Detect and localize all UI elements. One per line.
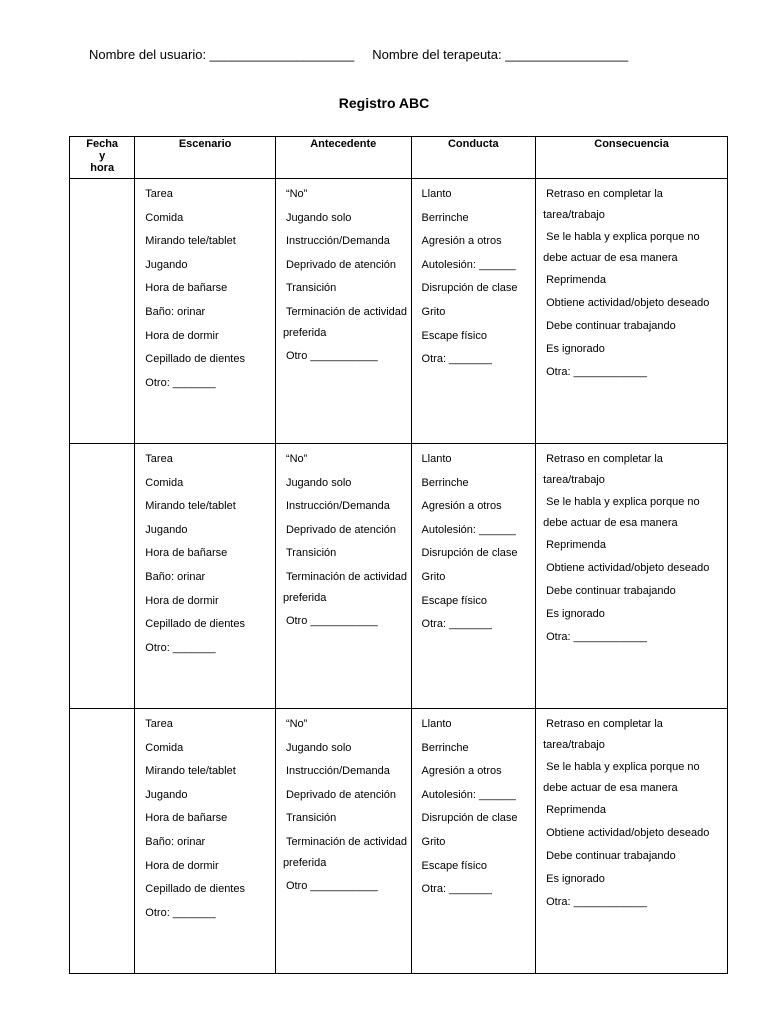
checkbox-option[interactable]	[419, 785, 533, 806]
checkbox-option[interactable]	[142, 326, 272, 347]
checkbox-option[interactable]	[543, 362, 724, 383]
checkbox-option[interactable]	[142, 785, 272, 806]
option-label: Otro: _______	[145, 906, 216, 919]
option-label: Es ignorado	[546, 343, 605, 355]
option-label: Disrupción de clase	[421, 282, 518, 295]
checkbox-option[interactable]	[142, 349, 272, 370]
option-label: Cepillado de dientes	[145, 353, 245, 366]
option-label: Escape físico	[421, 859, 487, 872]
option-label: Otra: ____________	[546, 896, 648, 908]
checkbox-option[interactable]	[142, 184, 272, 205]
option-label: Autolesión: ______	[421, 523, 516, 536]
option-label: Deprivado de atención	[285, 258, 397, 271]
option-label: Otra: _______	[421, 353, 492, 366]
checkbox-option[interactable]	[142, 832, 272, 853]
option-label: Es ignorado	[546, 608, 605, 620]
checkbox-option[interactable]	[283, 184, 408, 205]
checkbox-option[interactable]	[142, 449, 272, 470]
column-header-label: Escenario	[178, 138, 232, 150]
option-label: Instrucción/Demanda	[285, 765, 390, 778]
escenario-cell	[135, 444, 276, 709]
option-label: Mirando tele/tablet	[145, 235, 236, 248]
checkbox-option[interactable]	[419, 543, 533, 564]
option-label: Hora de dormir	[145, 859, 219, 872]
checkbox-option[interactable]	[543, 800, 724, 821]
option-label: Mirando tele/tablet	[145, 500, 236, 513]
option-label: Transición	[285, 547, 337, 560]
checkbox-option[interactable]	[543, 535, 724, 556]
option-label: Se le habla y explica porque no debe actuar de esa manera	[543, 496, 700, 529]
option-label: Jugando	[145, 523, 188, 536]
escenario-cell	[135, 709, 276, 974]
option-label: Baño: orinar	[145, 570, 206, 583]
consecuencia-options	[536, 444, 727, 648]
option-label: Se le habla y explica porque no debe actuar de esa manera	[543, 761, 700, 794]
consecuencia-cell	[536, 709, 728, 974]
option-label: Transición	[285, 812, 337, 825]
checkbox-option[interactable]	[419, 808, 533, 829]
option-label: Disrupción de clase	[421, 812, 518, 825]
option-label: Otro: _______	[145, 376, 216, 389]
option-label: “No”	[285, 718, 308, 730]
checkbox-option[interactable]	[283, 278, 408, 299]
option-label: Terminación de actividad preferida	[282, 570, 408, 604]
checkbox-option[interactable]	[419, 591, 533, 612]
option-label: “No”	[285, 453, 308, 465]
column-header-label: Antecedente	[310, 138, 377, 150]
fecha-hora-cell[interactable]	[70, 179, 135, 444]
checkbox-option[interactable]	[419, 614, 533, 635]
option-label: Otra: ____________	[546, 366, 648, 378]
abc-record-table	[69, 136, 728, 974]
option-label: Terminación de actividad preferida	[282, 835, 408, 869]
option-label: Escape físico	[421, 329, 487, 342]
therapist-name-field: Nombre del terapeuta: _________________	[372, 47, 629, 62]
option-label: Cepillado de dientes	[145, 883, 245, 896]
column-header-fecha	[70, 137, 135, 179]
checkbox-option[interactable]	[419, 856, 533, 877]
checkbox-option[interactable]	[419, 520, 533, 541]
checkbox-option[interactable]	[419, 255, 533, 276]
option-label: Debe continuar trabajando	[546, 585, 676, 597]
checkbox-option[interactable]	[283, 785, 408, 806]
option-label: Otro ___________	[285, 349, 378, 362]
option-label: Otro ___________	[285, 879, 378, 892]
column-header-escenario	[135, 137, 276, 179]
option-label: Agresión a otros	[421, 500, 502, 513]
option-label: Reprimenda	[546, 804, 607, 816]
checkbox-option[interactable]	[142, 543, 272, 564]
checkbox-option[interactable]	[283, 208, 408, 229]
checkbox-option[interactable]	[283, 714, 408, 735]
checkbox-option[interactable]	[543, 293, 724, 314]
antecedente-options	[276, 444, 411, 632]
column-header-label: Consecuencia	[594, 138, 669, 150]
checkbox-option[interactable]	[142, 591, 272, 612]
option-label: Obtiene actividad/objeto deseado	[546, 297, 710, 309]
option-label: Autolesión: ______	[421, 258, 516, 271]
checkbox-option[interactable]	[543, 339, 724, 360]
option-label: Berrinche	[421, 211, 469, 224]
checkbox-option[interactable]	[283, 520, 408, 541]
conducta-cell	[411, 444, 536, 709]
option-label: Reprimenda	[546, 539, 607, 551]
checkbox-option[interactable]	[543, 869, 724, 890]
option-label: Hora de dormir	[145, 329, 219, 342]
option-label: Comida	[145, 741, 184, 754]
option-label: Reprimenda	[546, 274, 607, 286]
checkbox-option[interactable]	[142, 714, 272, 735]
escenario-cell	[135, 179, 276, 444]
option-label: Comida	[145, 211, 184, 224]
option-label: Grito	[421, 570, 446, 583]
checkbox-option[interactable]	[543, 449, 724, 490]
option-label: Transición	[285, 282, 337, 295]
checkbox-option[interactable]	[419, 449, 533, 470]
option-label: Jugando	[145, 258, 188, 271]
checkbox-option[interactable]	[419, 208, 533, 229]
option-label: Debe continuar trabajando	[546, 320, 676, 332]
checkbox-option[interactable]	[419, 349, 533, 370]
checkbox-option[interactable]	[419, 761, 533, 782]
checkbox-option[interactable]	[283, 832, 408, 873]
antecedente-cell	[275, 444, 411, 709]
checkbox-option[interactable]	[142, 567, 272, 588]
option-label: Se le habla y explica porque no debe actuar de esa manera	[543, 231, 700, 264]
option-label: Hora de bañarse	[145, 812, 228, 825]
checkbox-option[interactable]	[543, 604, 724, 625]
conducta-cell	[411, 179, 536, 444]
checkbox-option[interactable]	[419, 714, 533, 735]
checkbox-option[interactable]	[283, 346, 408, 367]
antecedente-cell	[275, 709, 411, 974]
option-label: Otro: _______	[145, 641, 216, 654]
option-label: Retraso en completar la tarea/trabajo	[543, 453, 663, 486]
option-label: Obtiene actividad/objeto deseado	[546, 827, 710, 839]
checkbox-option[interactable]	[142, 738, 272, 759]
option-label: Deprivado de atención	[285, 788, 397, 801]
checkbox-option[interactable]	[142, 638, 272, 659]
consecuencia-cell	[536, 179, 728, 444]
option-label: Berrinche	[421, 741, 469, 754]
conducta-cell	[411, 709, 536, 974]
option-label: Escape físico	[421, 594, 487, 607]
option-label: Llanto	[421, 453, 452, 465]
option-label: Obtiene actividad/objeto deseado	[546, 562, 710, 574]
checkbox-option[interactable]	[142, 473, 272, 494]
checkbox-option[interactable]	[283, 231, 408, 252]
checkbox-option[interactable]	[543, 823, 724, 844]
antecedente-options	[276, 179, 411, 367]
checkbox-option[interactable]	[543, 558, 724, 579]
option-label: Jugando	[145, 788, 188, 801]
option-label: Jugando solo	[285, 476, 352, 489]
checkbox-option[interactable]	[543, 714, 724, 755]
option-label: Debe continuar trabajando	[546, 850, 676, 862]
user-name-field: Nombre del usuario: ____________________	[89, 47, 355, 62]
option-label: Hora de dormir	[145, 594, 219, 607]
option-label: Mirando tele/tablet	[145, 765, 236, 778]
option-label: Jugando solo	[285, 741, 352, 754]
option-label: Jugando solo	[285, 211, 352, 224]
option-label: Hora de bañarse	[145, 282, 228, 295]
option-label: Berrinche	[421, 476, 469, 489]
antecedente-cell	[275, 179, 411, 444]
checkbox-option[interactable]	[142, 520, 272, 541]
conducta-options	[412, 179, 536, 370]
checkbox-option[interactable]	[142, 903, 272, 924]
escenario-options	[135, 709, 275, 924]
checkbox-option[interactable]	[142, 496, 272, 517]
option-label: Baño: orinar	[145, 835, 206, 848]
option-label: “No”	[285, 188, 308, 200]
checkbox-option[interactable]	[419, 567, 533, 588]
table-row	[70, 444, 728, 709]
option-label: Instrucción/Demanda	[285, 235, 390, 248]
checkbox-option[interactable]	[419, 184, 533, 205]
option-label: Instrucción/Demanda	[285, 500, 390, 513]
checkbox-option[interactable]	[283, 738, 408, 759]
option-label: Retraso en completar la tarea/trabajo	[543, 718, 663, 751]
checkbox-option[interactable]	[543, 757, 724, 798]
option-label: Terminación de actividad preferida	[282, 305, 408, 339]
option-label: Agresión a otros	[421, 765, 502, 778]
checkbox-option[interactable]	[543, 846, 724, 867]
option-label: Llanto	[421, 718, 452, 730]
option-label: Otra: ____________	[546, 631, 648, 643]
option-label: Comida	[145, 476, 184, 489]
checkbox-option[interactable]	[283, 761, 408, 782]
checkbox-option[interactable]	[543, 581, 724, 602]
checkbox-option[interactable]	[543, 627, 724, 648]
option-label: Es ignorado	[546, 873, 605, 885]
option-label: Hora de bañarse	[145, 547, 228, 560]
checkbox-option[interactable]	[419, 302, 533, 323]
checkbox-option[interactable]	[142, 231, 272, 252]
option-label: Baño: orinar	[145, 305, 206, 318]
checkbox-option[interactable]	[142, 808, 272, 829]
checkbox-option[interactable]	[283, 255, 408, 276]
column-header-antecedente	[275, 137, 411, 179]
option-label: Otro ___________	[285, 614, 378, 627]
checkbox-option[interactable]	[543, 184, 724, 225]
checkbox-option[interactable]	[419, 231, 533, 252]
checkbox-option[interactable]	[543, 227, 724, 268]
checkbox-option[interactable]	[419, 832, 533, 853]
option-label: Grito	[421, 835, 446, 848]
option-label: Retraso en completar la tarea/trabajo	[543, 188, 663, 221]
checkbox-option[interactable]	[543, 492, 724, 533]
checkbox-option[interactable]	[283, 473, 408, 494]
option-label: Tarea	[145, 718, 173, 730]
checkbox-option[interactable]	[142, 614, 272, 635]
consecuencia-options	[536, 179, 727, 383]
checkbox-option[interactable]	[543, 316, 724, 337]
checkbox-option[interactable]	[543, 892, 724, 913]
column-header-consecuencia	[536, 137, 728, 179]
option-label: Disrupción de clase	[421, 547, 518, 560]
conducta-options	[412, 444, 536, 635]
checkbox-option[interactable]	[142, 856, 272, 877]
checkbox-option[interactable]	[283, 567, 408, 608]
option-label: Tarea	[145, 188, 173, 200]
conducta-options	[412, 709, 536, 900]
option-label: Grito	[421, 305, 446, 318]
checkbox-option[interactable]	[419, 326, 533, 347]
option-label: Cepillado de dientes	[145, 618, 245, 631]
table-row	[70, 709, 728, 974]
escenario-options	[135, 179, 275, 394]
table-row	[70, 179, 728, 444]
checkbox-option[interactable]	[283, 876, 408, 897]
fecha-hora-cell[interactable]	[70, 709, 135, 974]
option-label: Deprivado de atención	[285, 523, 397, 536]
column-header-conducta	[411, 137, 536, 179]
checkbox-option[interactable]	[142, 208, 272, 229]
escenario-options	[135, 444, 275, 659]
column-header-label: Fecha y hora	[86, 138, 119, 174]
checkbox-option[interactable]	[283, 808, 408, 829]
fecha-hora-cell[interactable]	[70, 444, 135, 709]
checkbox-option[interactable]	[419, 738, 533, 759]
checkbox-option[interactable]	[283, 611, 408, 632]
option-label: Otra: _______	[421, 883, 492, 896]
checkbox-option[interactable]	[419, 496, 533, 517]
checkbox-option[interactable]	[419, 278, 533, 299]
option-label: Tarea	[145, 453, 173, 465]
checkbox-option[interactable]	[142, 373, 272, 394]
checkbox-option[interactable]	[142, 761, 272, 782]
checkbox-option[interactable]	[543, 270, 724, 291]
option-label: Agresión a otros	[421, 235, 502, 248]
option-label: Llanto	[421, 188, 452, 200]
option-label: Autolesión: ______	[421, 788, 516, 801]
header-fields	[89, 47, 628, 62]
checkbox-option[interactable]	[283, 449, 408, 470]
table-header-row	[70, 137, 728, 179]
page-title: Registro ABC	[338, 95, 430, 111]
option-label: Otra: _______	[421, 618, 492, 631]
checkbox-option[interactable]	[283, 302, 408, 343]
consecuencia-options	[536, 709, 727, 913]
checkbox-option[interactable]	[419, 473, 533, 494]
checkbox-option[interactable]	[283, 496, 408, 517]
consecuencia-cell	[536, 444, 728, 709]
checkbox-option[interactable]	[142, 278, 272, 299]
checkbox-option[interactable]	[142, 879, 272, 900]
antecedente-options	[276, 709, 411, 897]
checkbox-option[interactable]	[283, 543, 408, 564]
column-header-label: Conducta	[447, 138, 499, 150]
checkbox-option[interactable]	[142, 255, 272, 276]
checkbox-option[interactable]	[142, 302, 272, 323]
checkbox-option[interactable]	[419, 879, 533, 900]
